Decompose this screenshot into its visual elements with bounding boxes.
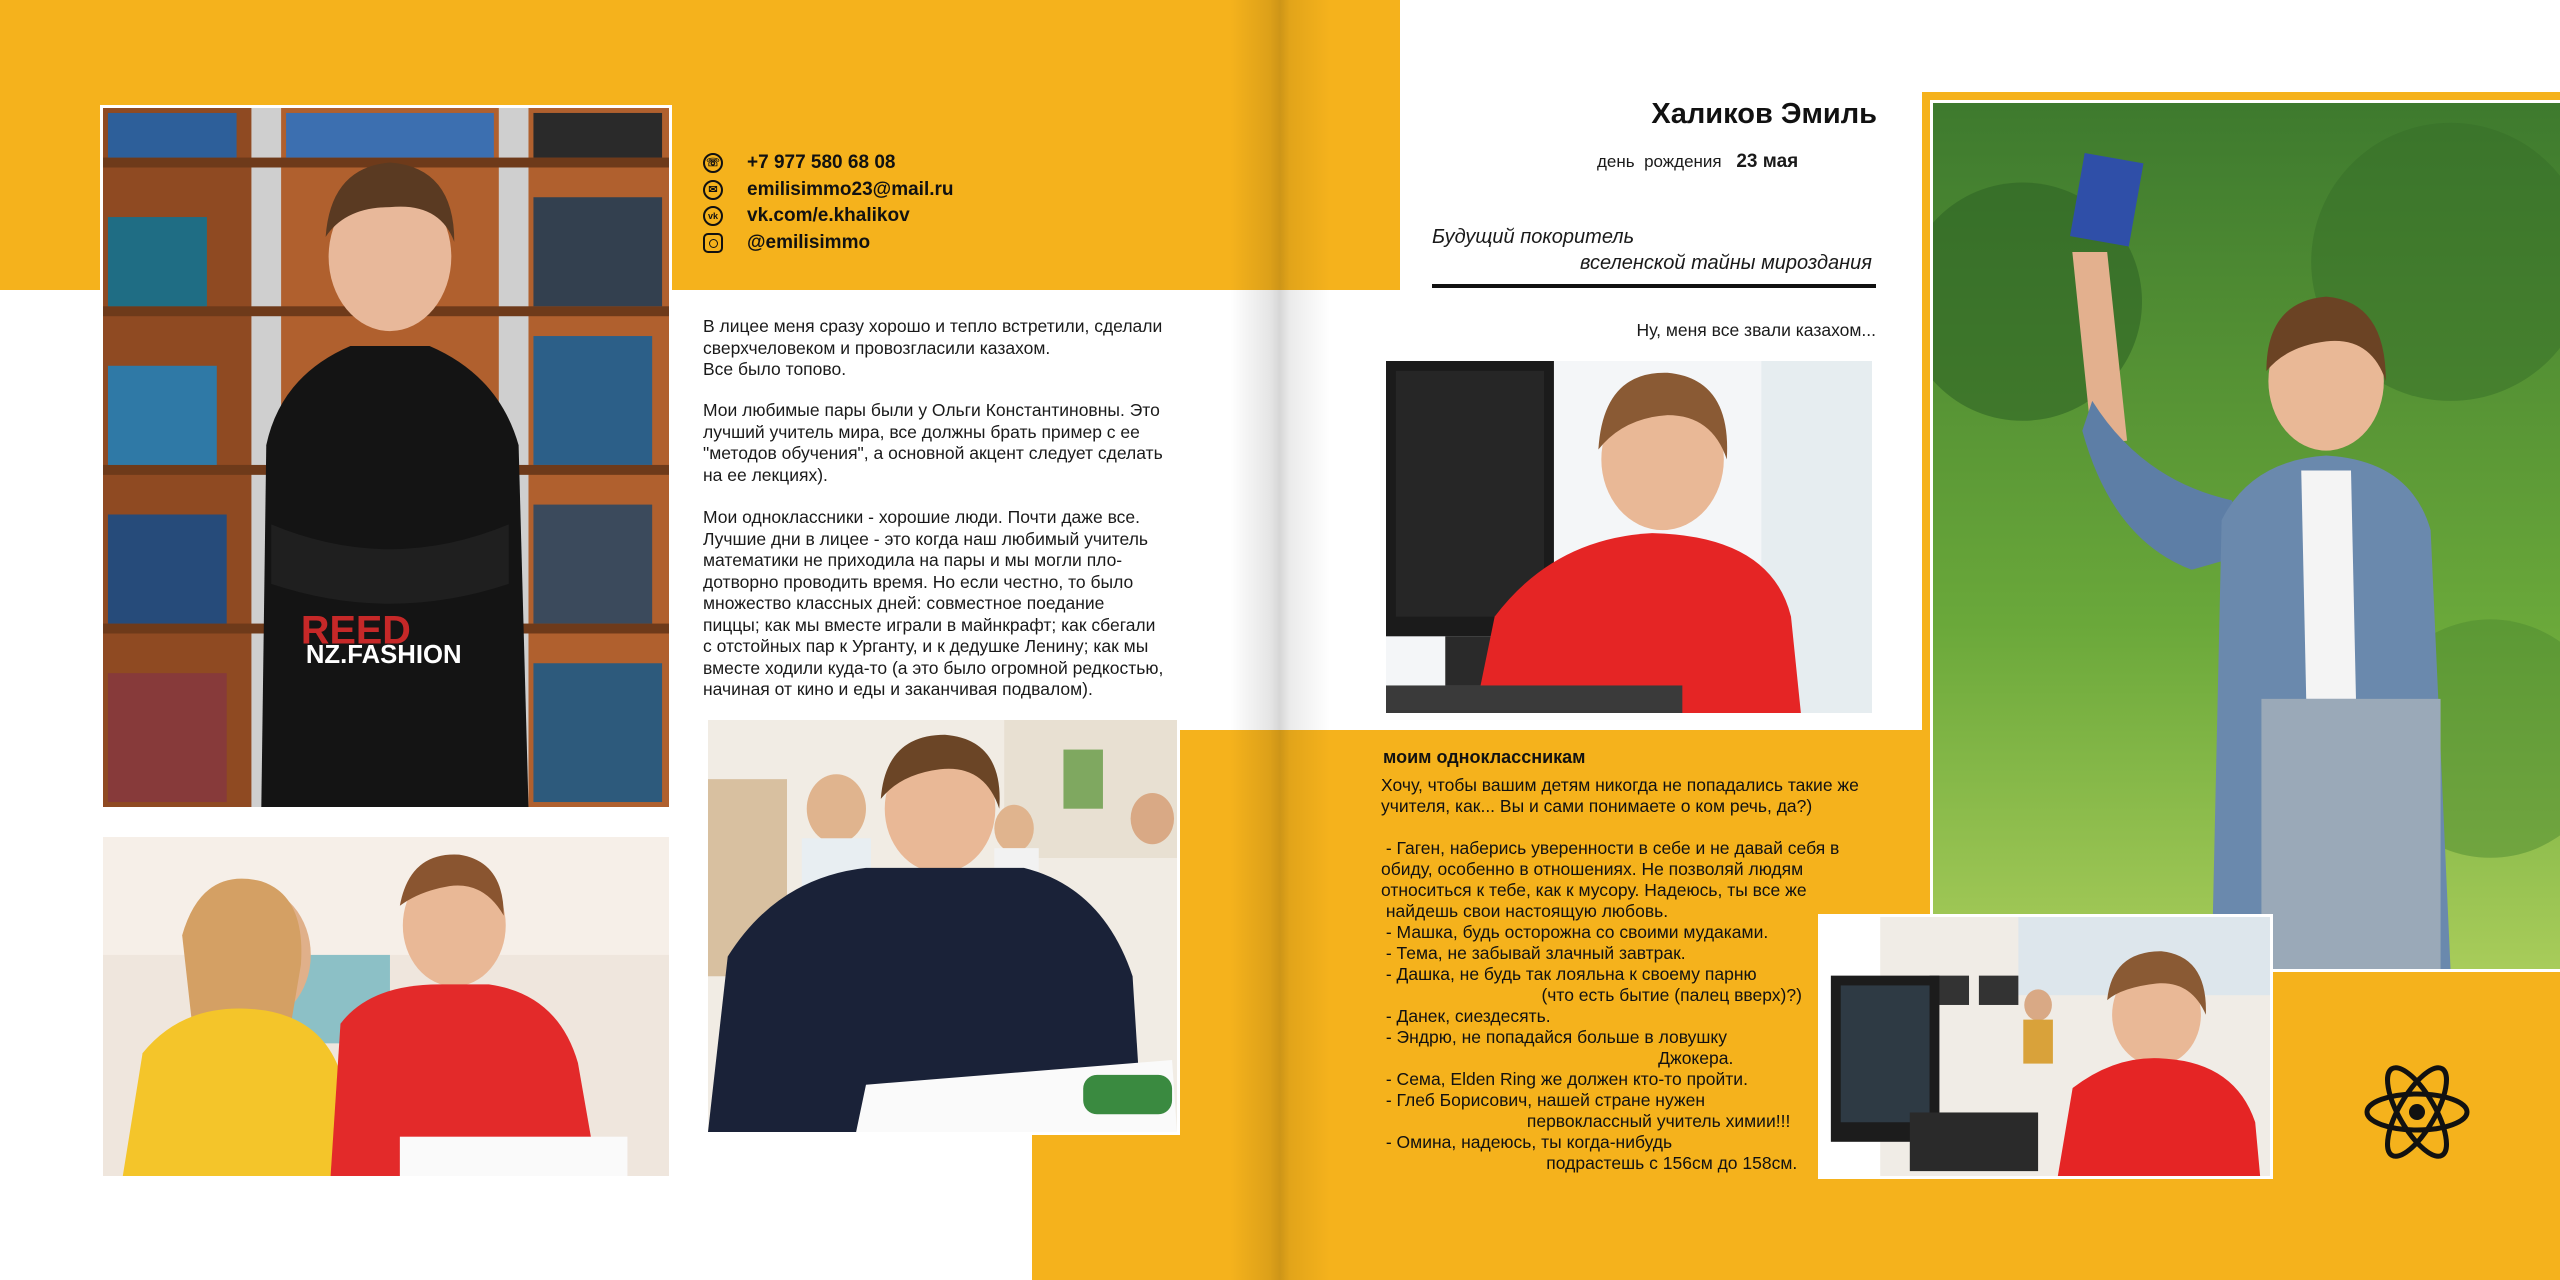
student-name: Халиков Эмиль — [1651, 98, 1877, 130]
photo-classmates — [100, 834, 672, 1179]
birthday — [1597, 151, 1798, 173]
photo-library-portrait — [100, 105, 672, 810]
story-paragraph-3: Мои одноклассники - хорошие люди. Почти даже все. Лучшие дни в лицее - это когда наш любимый учитель математики не приходила на пары и мы могли пло- дотворно проводить время. Но если честно, то было множество классных дней: совместное поедание пиццы; как мы вместе играли в майнкрафт; как сбегали с отстойных пар к Урганту, и к дедушке Ленину; как мы вместе ходили куда-то (а это было огромной редкостью, начиная от кино и еды и заканчивая подвалом). — [703, 507, 1164, 699]
tagline-line-1: Будущий покоритель — [1432, 226, 1635, 248]
nickname-note: Ну, меня все звали казахом... — [1636, 320, 1876, 340]
wishes-list: - Гаген, наберись уверенности в себе и не давай себя обиду, особенно в отношениях. Не позволяй людям относиться к тебе, как к мусору. Надеюсь, ты все же найдешь свои настоящую любовь. - Машка, будь осторожна со своими мудаками. - Тема, не забывай злачный завтрак. - Дашка, не будь так лояльна к своему парню (что есть бытие (палец вверх)?) - Данек, сиездесять. - Эндрю, не попадайся больше в ловушку Джокера. - Сема, Elden Ring же должен кто-то пройти. - Глеб Борисович, нашей стране нужен первоклассный учитель химии!!! - Омина, надеюсь, ты когда-нибудь подрастешь с 156см до 158см. — [1381, 838, 1826, 1173]
birthday-label: день рождения — [1597, 152, 1722, 171]
wishes-intro: Хочу, чтобы вашим детям никогда не попадались такие же учителя, как... Вы и сами понимаете о ком речь, да?) — [1381, 775, 1859, 816]
phone-icon: ☏ — [703, 153, 723, 173]
svg-text:REED: REED — [300, 608, 411, 653]
contact-email-text: emilisimmo23@mail.ru — [747, 179, 954, 200]
center-white-fill — [1260, 290, 1400, 730]
tagline-line-2: вселенской тайны мироздания — [1580, 252, 1872, 274]
story-paragraph-1: В лицее меня сразу хорошо и тепло встретили, сделали сверхчеловеком и провозгласили казахом. Все было топово. — [703, 316, 1163, 379]
birthday-value: 23 мая — [1736, 151, 1799, 172]
instagram-icon — [703, 233, 723, 253]
atom-icon — [2362, 1060, 2472, 1164]
contact-phone-text: +7 977 580 68 08 — [747, 152, 896, 173]
contact-vk[interactable] — [703, 205, 910, 227]
photo-computer-class — [1818, 914, 2273, 1179]
story-paragraph-2: Мои любимые пары были у Ольги Константиновны. Это лучший учитель мира, все должны брать пример с ее "методов обучения", а основной акцент следует сделать на ее лекциях). — [703, 400, 1163, 485]
contact-instagram[interactable] — [703, 232, 870, 254]
tagline-underline — [1432, 284, 1876, 288]
contact-instagram-text: @emilisimmo — [747, 232, 871, 253]
photo-standing-diploma — [1930, 100, 2560, 972]
tagline — [1432, 224, 1872, 276]
shirt-text: NZ.FASHION — [305, 641, 462, 670]
wishes-title: моим одноклассникам — [1383, 747, 1586, 767]
contact-vk-text: vk.com/e.khalikov — [747, 205, 910, 226]
photo-computer — [1383, 358, 1875, 716]
contact-email[interactable] — [703, 179, 954, 201]
contact-phone[interactable] — [703, 152, 895, 174]
photo-writing — [705, 717, 1180, 1135]
email-icon: ✉ — [703, 180, 723, 200]
vk-icon: vk — [703, 206, 723, 226]
